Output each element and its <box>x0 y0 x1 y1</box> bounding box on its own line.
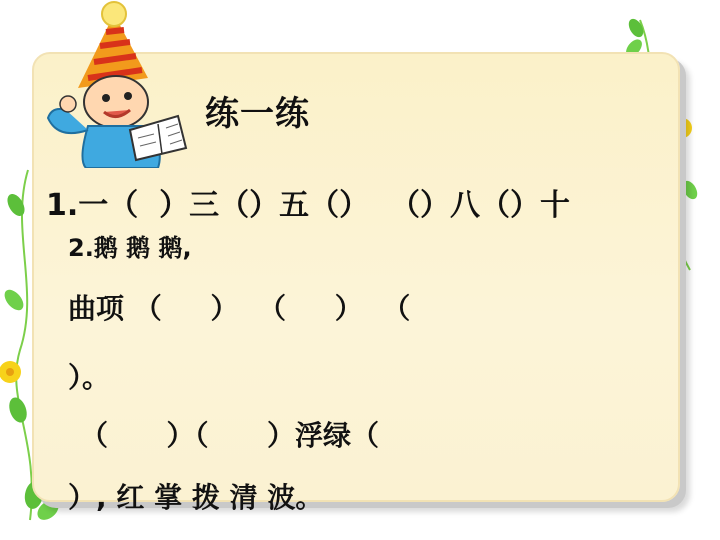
question-1-line: 1.一（ ）三（）五（） （）八（）十 <box>46 188 571 223</box>
flower-icon <box>0 361 21 383</box>
poem-line-6: ）, 红 掌 拨 清 波。 <box>68 481 324 514</box>
poem-line-4: ）。 <box>68 361 111 394</box>
page-title: 练一练 <box>205 94 310 134</box>
poem-line-5: （ ）（ ）浮绿（ <box>80 419 379 452</box>
boy-reading-book-illustration <box>18 0 198 168</box>
poem-line-3: 曲项 （ ） （ ） （ <box>68 292 411 325</box>
question-2-line: 2.鹅 鹅 鹅, <box>68 234 192 262</box>
